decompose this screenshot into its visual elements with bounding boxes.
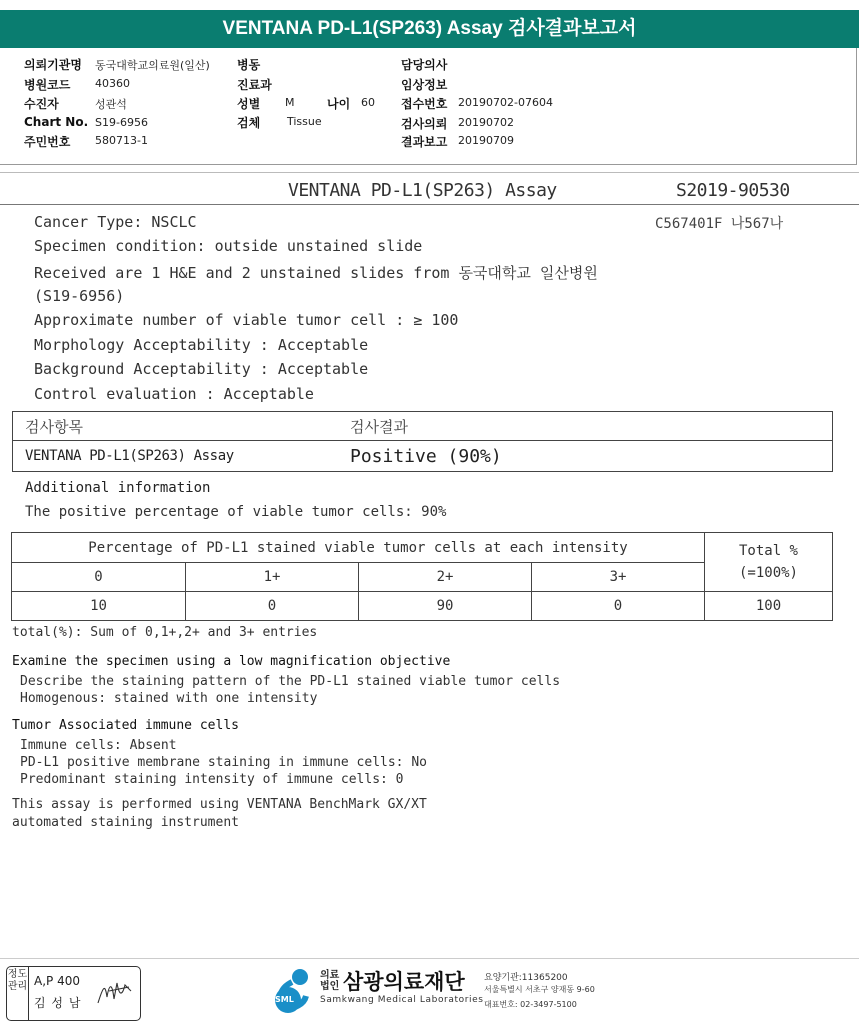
logo-text: SML [275,995,294,1004]
org-info-line-1: 요양기관:11365200 [484,973,568,983]
value-hospital-code: 40360 [95,77,130,90]
result-header-row [13,412,833,441]
label-request-date: 검사의뢰 [401,117,448,131]
intensity-table [11,532,833,621]
signature-icon [95,977,135,1009]
value-request-date: 20190702 [458,116,514,129]
label-clinical-info: 임상정보 [401,78,448,92]
label-chart-no: Chart No. [24,115,89,129]
report-title: VENTANA PD-L1(SP263) Assay 검사결과보고서 [0,10,859,48]
label-patient: 수진자 [24,97,59,111]
value-level-3plus: 0 [532,592,705,621]
value-specimen: Tissue [287,115,322,128]
control-evaluation: Control evaluation : Acceptable [34,385,314,403]
stamp-side-label: 정도관리 [7,967,29,1020]
morphology-acceptability: Morphology Acceptability : Acceptable [34,336,369,354]
section-low-magnification-title: Examine the specimen using a low magnification objective [12,654,451,669]
test-item: VENTANA PD-L1(SP263) Assay [13,441,341,472]
value-accession-no: 20190702-07604 [458,96,553,109]
total-note: total(%): Sum of 0,1+,2+ and 3+ entries [12,625,318,640]
value-chart-no: S19-6956 [95,116,148,129]
footer-divider [0,958,859,959]
background-acceptability: Background Acceptability : Acceptable [34,360,369,378]
org-info-line-3: 대표번호: 02-3497-5100 [484,1000,577,1009]
total-header-line-2: (=100%) [738,565,798,581]
immune-cells-line: Immune cells: Absent [20,738,177,753]
staining-pattern-line: Describe the staining pattern of the PD-L1 stained viable tumor cells [20,674,561,689]
result-row [13,441,833,472]
value-total: 100 [705,592,833,621]
report-number: S2019-90530 [676,180,790,201]
received-chart-no: (S19-6956) [34,287,125,305]
label-sex: 성별 [237,97,261,111]
stamp-name: 김 성 남 [34,996,82,1010]
value-level-1plus: 0 [186,592,359,621]
additional-info-title: Additional information [25,480,211,496]
homogenous-line: Homogenous: stained with one intensity [20,691,318,706]
membrane-staining-line: PD-L1 positive membrane staining in immune cells: No [20,755,427,770]
col-test-item: 검사항목 [13,412,341,441]
value-age: 60 [361,96,375,109]
label-ward: 병동 [237,58,261,72]
org-english-name: Samkwang Medical Laboratories [320,995,484,1005]
divider [0,172,859,173]
intensity-caption-row [12,533,833,563]
value-sex: M [285,96,295,109]
level-0: 0 [12,563,186,592]
label-specimen: 검체 [237,116,261,130]
total-header-line-1: Total % [738,543,798,559]
value-institution: 동국대학교의료원(일산) [95,59,210,72]
specimen-code: C567401F 나567나 [655,216,784,232]
value-patient: 성관석 [95,98,127,111]
value-resident-no: 580713-1 [95,134,148,147]
result-table [12,411,833,472]
received-slides: Received are 1 H&E and 2 unstained slides from 동국대학교 일산병원 [34,264,598,282]
label-hospital-code: 병원코드 [24,78,71,92]
level-1plus: 1+ [186,563,359,592]
org-tag: 의료법인 [320,970,340,992]
section-immune-cells-title: Tumor Associated immune cells [12,718,239,733]
qc-stamp [6,966,141,1021]
additional-info-text: The positive percentage of viable tumor cells: 90% [25,504,447,520]
specimen-condition: Specimen condition: outside unstained slide [34,237,423,255]
label-resident-no: 주민번호 [24,135,71,149]
intensity-value-row [12,592,833,621]
value-level-2plus: 90 [359,592,532,621]
org-info-line-2: 서울특별시 서초구 양재동 9-60 [484,985,595,994]
assay-title: VENTANA PD-L1(SP263) Assay [288,180,557,201]
label-accession-no: 접수번호 [401,97,448,111]
test-result: Positive (90%) [340,441,833,472]
sml-logo-icon [270,966,318,1016]
staining-intensity-line: Predominant staining intensity of immune cells: 0 [20,772,404,787]
closing-line-2: automated staining instrument [12,815,239,830]
col-test-result: 검사결과 [340,412,833,441]
value-report-date: 20190709 [458,134,514,147]
label-report-date: 결과보고 [401,135,448,149]
label-department: 진료과 [237,78,272,92]
total-header [705,533,833,592]
closing-line-1: This assay is performed using VENTANA BenchMark GX/XT [12,797,427,812]
label-institution: 의뢰기관명 [24,58,82,72]
tumor-cell-count: Approximate number of viable tumor cell : ≥ 100 [34,311,459,329]
label-physician: 담당의사 [401,58,448,72]
divider [0,204,859,205]
org-name: 삼광의료재단 [343,970,465,994]
value-level-0: 10 [12,592,186,621]
intensity-caption: Percentage of PD-L1 stained viable tumor cells at each intensity [12,533,705,563]
level-3plus: 3+ [532,563,705,592]
cancer-type: Cancer Type: NSCLC [34,213,197,231]
label-age: 나이 [327,97,351,111]
level-2plus: 2+ [359,563,532,592]
stamp-code: A,P 400 [34,974,80,988]
